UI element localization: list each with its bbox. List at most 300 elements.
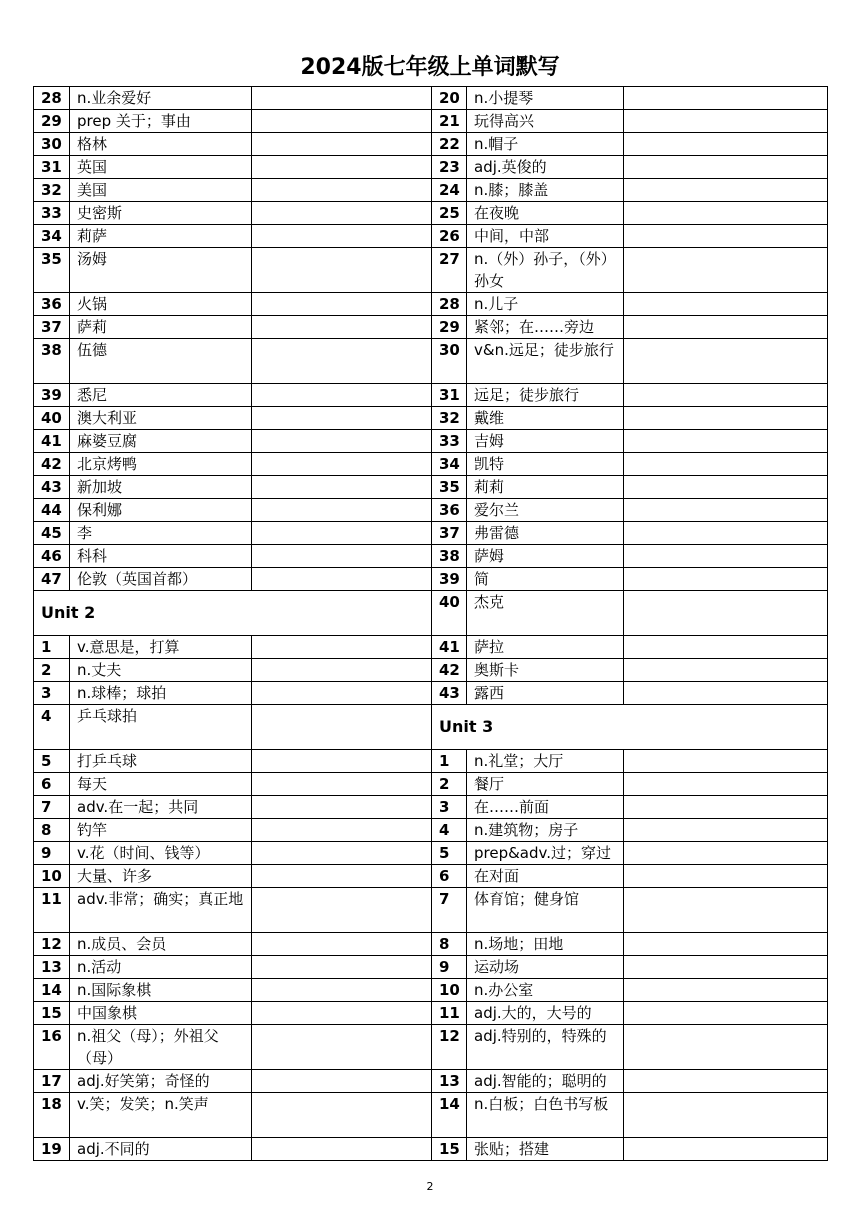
- item-meaning: n.小提琴: [467, 87, 624, 110]
- item-meaning: 简: [467, 568, 624, 591]
- table-row: [34, 407, 432, 430]
- item-meaning: prep&adv.过；穿过: [467, 842, 624, 865]
- answer-cell[interactable]: [624, 339, 828, 384]
- answer-cell[interactable]: [252, 865, 432, 888]
- table-row: [34, 1138, 432, 1161]
- item-meaning: 张贴；搭建: [467, 1138, 624, 1161]
- item-number: 15: [34, 1002, 70, 1025]
- table-row: [34, 110, 432, 133]
- table-row: [432, 156, 828, 179]
- item-number: 29: [34, 110, 70, 133]
- item-meaning: 萨姆: [467, 545, 624, 568]
- item-number: 17: [34, 1070, 70, 1093]
- item-meaning: n.祖父（母）；外祖父（母）: [70, 1025, 252, 1070]
- item-number: 21: [432, 110, 467, 133]
- table-row: [34, 888, 432, 933]
- answer-cell[interactable]: [252, 522, 432, 545]
- table-row: [34, 979, 432, 1002]
- answer-cell[interactable]: [624, 636, 828, 659]
- table-row: [432, 956, 828, 979]
- table-row: [34, 1093, 432, 1138]
- answer-cell[interactable]: [252, 1070, 432, 1093]
- answer-cell[interactable]: [252, 1025, 432, 1070]
- item-meaning: 伍德: [70, 339, 252, 384]
- item-meaning: adj.智能的；聪明的: [467, 1070, 624, 1093]
- answer-cell[interactable]: [624, 407, 828, 430]
- item-number: 11: [432, 1002, 467, 1025]
- unit-heading: Unit 3: [432, 705, 828, 750]
- item-meaning: 弗雷德: [467, 522, 624, 545]
- table-row: [432, 591, 828, 636]
- table-row: [432, 202, 828, 225]
- answer-cell[interactable]: [252, 202, 432, 225]
- table-row: [34, 522, 432, 545]
- answer-cell[interactable]: [624, 773, 828, 796]
- item-meaning: 新加坡: [70, 476, 252, 499]
- item-number: 5: [34, 750, 70, 773]
- item-meaning: adj.好笑第；奇怪的: [70, 1070, 252, 1093]
- item-number: 12: [34, 933, 70, 956]
- item-meaning: 悉尼: [70, 384, 252, 407]
- table-row: [432, 1138, 828, 1161]
- item-number: 38: [34, 339, 70, 384]
- item-number: 30: [432, 339, 467, 384]
- item-meaning: 英国: [70, 156, 252, 179]
- item-number: 2: [34, 659, 70, 682]
- answer-cell[interactable]: [252, 750, 432, 773]
- item-number: 35: [432, 476, 467, 499]
- answer-cell[interactable]: [252, 705, 432, 750]
- answer-cell[interactable]: [624, 979, 828, 1002]
- table-row: [432, 430, 828, 453]
- table-row: [432, 499, 828, 522]
- answer-cell[interactable]: [252, 1093, 432, 1138]
- answer-cell[interactable]: [624, 384, 828, 407]
- item-meaning: v.花（时间、钱等）: [70, 842, 252, 865]
- answer-cell[interactable]: [252, 545, 432, 568]
- item-meaning: 伦敦（英国首都）: [70, 568, 252, 591]
- answer-cell[interactable]: [624, 1025, 828, 1070]
- item-number: 14: [432, 1093, 467, 1138]
- item-number: 36: [432, 499, 467, 522]
- table-row: [34, 842, 432, 865]
- answer-cell[interactable]: [624, 293, 828, 316]
- answer-cell[interactable]: [252, 682, 432, 705]
- answer-cell[interactable]: [624, 682, 828, 705]
- item-meaning: 体育馆；健身馆: [467, 888, 624, 933]
- item-number: 1: [34, 636, 70, 659]
- table-row: [34, 156, 432, 179]
- answer-cell[interactable]: [252, 476, 432, 499]
- item-number: 9: [432, 956, 467, 979]
- item-meaning: 莉莉: [467, 476, 624, 499]
- item-number: 6: [432, 865, 467, 888]
- table-row: [432, 750, 828, 773]
- page-title: 2024版七年级上单词默写: [300, 55, 560, 80]
- answer-cell[interactable]: [624, 659, 828, 682]
- item-number: 8: [432, 933, 467, 956]
- table-row: [34, 1002, 432, 1025]
- item-number: 32: [432, 407, 467, 430]
- item-number: 41: [34, 430, 70, 453]
- item-meaning: 玩得高兴: [467, 110, 624, 133]
- item-number: 36: [34, 293, 70, 316]
- item-meaning: n.（外）孙子，（外）孙女: [467, 248, 624, 293]
- table-row: [34, 384, 432, 407]
- item-number: 27: [432, 248, 467, 293]
- item-number: 23: [432, 156, 467, 179]
- item-meaning: n.国际象棋: [70, 979, 252, 1002]
- item-number: 13: [34, 956, 70, 979]
- item-meaning: n.场地；田地: [467, 933, 624, 956]
- table-row: [34, 659, 432, 682]
- item-number: 34: [432, 453, 467, 476]
- answer-cell[interactable]: [252, 933, 432, 956]
- item-number: 4: [34, 705, 70, 750]
- item-number: 46: [34, 545, 70, 568]
- item-number: 6: [34, 773, 70, 796]
- item-meaning: n.礼堂；大厅: [467, 750, 624, 773]
- item-number: 15: [432, 1138, 467, 1161]
- item-meaning: 汤姆: [70, 248, 252, 293]
- answer-cell[interactable]: [252, 773, 432, 796]
- answer-cell[interactable]: [624, 591, 828, 636]
- item-meaning: 吉姆: [467, 430, 624, 453]
- answer-cell[interactable]: [624, 202, 828, 225]
- table-row: [34, 933, 432, 956]
- table-row: [432, 339, 828, 384]
- table-row: [432, 316, 828, 339]
- item-number: 28: [432, 293, 467, 316]
- answer-cell[interactable]: [624, 499, 828, 522]
- unit-heading-row: [432, 705, 828, 750]
- answer-cell[interactable]: [252, 87, 432, 110]
- item-number: 39: [34, 384, 70, 407]
- table-row: [432, 1070, 828, 1093]
- answer-cell[interactable]: [624, 1002, 828, 1025]
- item-meaning: n.办公室: [467, 979, 624, 1002]
- item-number: 3: [432, 796, 467, 819]
- answer-cell[interactable]: [252, 430, 432, 453]
- item-number: 12: [432, 1025, 467, 1070]
- answer-cell[interactable]: [624, 842, 828, 865]
- answer-cell[interactable]: [252, 156, 432, 179]
- item-number: 32: [34, 179, 70, 202]
- item-number: 18: [34, 1093, 70, 1138]
- answer-cell[interactable]: [252, 316, 432, 339]
- table-row: [34, 1025, 432, 1070]
- table-row: [432, 407, 828, 430]
- answer-cell[interactable]: [624, 316, 828, 339]
- unit-heading: Unit 2: [34, 591, 432, 636]
- item-meaning: n.膝；膝盖: [467, 179, 624, 202]
- item-meaning: 火锅: [70, 293, 252, 316]
- answer-cell[interactable]: [252, 659, 432, 682]
- answer-cell[interactable]: [252, 339, 432, 384]
- table-row: [432, 865, 828, 888]
- table-row: [432, 568, 828, 591]
- item-meaning: 科科: [70, 545, 252, 568]
- item-number: 10: [432, 979, 467, 1002]
- answer-cell[interactable]: [252, 956, 432, 979]
- table-row: [432, 979, 828, 1002]
- table-row: [432, 842, 828, 865]
- table-row: [34, 773, 432, 796]
- answer-cell[interactable]: [624, 156, 828, 179]
- item-meaning: 格林: [70, 133, 252, 156]
- answer-cell[interactable]: [624, 1093, 828, 1138]
- answer-cell[interactable]: [252, 568, 432, 591]
- table-row: [432, 659, 828, 682]
- answer-cell[interactable]: [624, 545, 828, 568]
- item-number: 42: [432, 659, 467, 682]
- answer-cell[interactable]: [252, 796, 432, 819]
- table-row: [34, 453, 432, 476]
- answer-cell[interactable]: [624, 933, 828, 956]
- item-meaning: 爱尔兰: [467, 499, 624, 522]
- table-row: [34, 796, 432, 819]
- table-row: [34, 545, 432, 568]
- table-row: [432, 87, 828, 110]
- item-meaning: adj.特别的，特殊的: [467, 1025, 624, 1070]
- answer-cell[interactable]: [252, 636, 432, 659]
- item-number: 42: [34, 453, 70, 476]
- item-meaning: adj.大的，大号的: [467, 1002, 624, 1025]
- table-row: [432, 476, 828, 499]
- answer-cell[interactable]: [624, 179, 828, 202]
- table-row: [432, 453, 828, 476]
- item-number: 5: [432, 842, 467, 865]
- table-row: [432, 636, 828, 659]
- table-row: [34, 750, 432, 773]
- item-number: 30: [34, 133, 70, 156]
- table-row: [34, 339, 432, 384]
- item-number: 33: [432, 430, 467, 453]
- item-meaning: 麻婆豆腐: [70, 430, 252, 453]
- item-number: 3: [34, 682, 70, 705]
- answer-cell[interactable]: [624, 1138, 828, 1161]
- item-meaning: 钓竿: [70, 819, 252, 842]
- item-number: 7: [432, 888, 467, 933]
- item-number: 13: [432, 1070, 467, 1093]
- item-number: 26: [432, 225, 467, 248]
- item-number: 19: [34, 1138, 70, 1161]
- item-meaning: 运动场: [467, 956, 624, 979]
- answer-cell[interactable]: [252, 407, 432, 430]
- item-number: 28: [34, 87, 70, 110]
- item-number: 22: [432, 133, 467, 156]
- answer-cell[interactable]: [252, 1002, 432, 1025]
- table-row: [34, 499, 432, 522]
- item-meaning: v&n.远足；徒步旅行: [467, 339, 624, 384]
- item-number: 35: [34, 248, 70, 293]
- item-meaning: 奥斯卡: [467, 659, 624, 682]
- item-number: 14: [34, 979, 70, 1002]
- answer-cell[interactable]: [252, 979, 432, 1002]
- answer-cell[interactable]: [624, 568, 828, 591]
- table-row: [34, 705, 432, 750]
- answer-cell[interactable]: [252, 384, 432, 407]
- item-meaning: n.白板；白色书写板: [467, 1093, 624, 1138]
- table-row: [432, 384, 828, 407]
- table-row: [34, 865, 432, 888]
- item-number: 20: [432, 87, 467, 110]
- answer-cell[interactable]: [624, 522, 828, 545]
- item-meaning: 萨莉: [70, 316, 252, 339]
- table-row: [432, 796, 828, 819]
- item-number: 31: [34, 156, 70, 179]
- table-row: [34, 682, 432, 705]
- answer-cell[interactable]: [624, 956, 828, 979]
- table-row: [432, 545, 828, 568]
- item-meaning: 每天: [70, 773, 252, 796]
- answer-cell[interactable]: [252, 225, 432, 248]
- item-number: 43: [34, 476, 70, 499]
- item-number: 40: [432, 591, 467, 636]
- table-row: [34, 636, 432, 659]
- item-meaning: v.笑；发笑；n.笑声: [70, 1093, 252, 1138]
- table-row: [432, 225, 828, 248]
- item-number: 10: [34, 865, 70, 888]
- item-meaning: 澳大利亚: [70, 407, 252, 430]
- table-row: [432, 1002, 828, 1025]
- item-meaning: n.成员、会员: [70, 933, 252, 956]
- item-number: 16: [34, 1025, 70, 1070]
- answer-cell[interactable]: [252, 819, 432, 842]
- page-number: 2: [426, 1180, 434, 1193]
- item-meaning: adv.非常；确实；真正地: [70, 888, 252, 933]
- answer-cell[interactable]: [252, 888, 432, 933]
- item-meaning: 中国象棋: [70, 1002, 252, 1025]
- item-meaning: 在……前面: [467, 796, 624, 819]
- item-meaning: 杰克: [467, 591, 624, 636]
- item-meaning: 美国: [70, 179, 252, 202]
- vocab-table-left: [33, 86, 432, 1161]
- item-meaning: 萨拉: [467, 636, 624, 659]
- item-meaning: n.丈夫: [70, 659, 252, 682]
- item-meaning: prep 关于；事由: [70, 110, 252, 133]
- answer-cell[interactable]: [624, 133, 828, 156]
- item-number: 37: [432, 522, 467, 545]
- answer-cell[interactable]: [624, 248, 828, 293]
- item-meaning: n.建筑物；房子: [467, 819, 624, 842]
- answer-cell[interactable]: [624, 1070, 828, 1093]
- item-meaning: 紧邻；在……旁边: [467, 316, 624, 339]
- item-meaning: 莉萨: [70, 225, 252, 248]
- unit-heading-row: [34, 591, 432, 636]
- table-row: [34, 316, 432, 339]
- item-meaning: 保利娜: [70, 499, 252, 522]
- answer-cell[interactable]: [624, 865, 828, 888]
- answer-cell[interactable]: [624, 476, 828, 499]
- table-row: [34, 568, 432, 591]
- item-meaning: adj.不同的: [70, 1138, 252, 1161]
- item-meaning: 在夜晚: [467, 202, 624, 225]
- answer-cell[interactable]: [252, 179, 432, 202]
- item-number: 1: [432, 750, 467, 773]
- item-number: 24: [432, 179, 467, 202]
- item-meaning: 远足；徒步旅行: [467, 384, 624, 407]
- item-number: 44: [34, 499, 70, 522]
- answer-cell[interactable]: [252, 110, 432, 133]
- table-row: [432, 248, 828, 293]
- item-meaning: v.意思是，打算: [70, 636, 252, 659]
- item-number: 29: [432, 316, 467, 339]
- item-number: 38: [432, 545, 467, 568]
- table-row: [34, 248, 432, 293]
- item-meaning: adv.在一起；共同: [70, 796, 252, 819]
- item-number: 25: [432, 202, 467, 225]
- table-row: [432, 1093, 828, 1138]
- table-row: [34, 956, 432, 979]
- table-row: [432, 933, 828, 956]
- table-row: [34, 225, 432, 248]
- table-row: [432, 133, 828, 156]
- item-number: 39: [432, 568, 467, 591]
- item-meaning: 餐厅: [467, 773, 624, 796]
- item-meaning: n.业余爱好: [70, 87, 252, 110]
- table-row: [432, 179, 828, 202]
- answer-cell[interactable]: [252, 453, 432, 476]
- table-row: [34, 87, 432, 110]
- item-meaning: adj.英俊的: [467, 156, 624, 179]
- item-meaning: 乒乓球拍: [70, 705, 252, 750]
- item-number: 2: [432, 773, 467, 796]
- answer-cell[interactable]: [624, 430, 828, 453]
- answer-cell[interactable]: [252, 248, 432, 293]
- table-row: [34, 819, 432, 842]
- table-row: [432, 522, 828, 545]
- answer-cell[interactable]: [624, 796, 828, 819]
- answer-cell[interactable]: [252, 133, 432, 156]
- item-meaning: n.帽子: [467, 133, 624, 156]
- table-row: [432, 1025, 828, 1070]
- item-number: 11: [34, 888, 70, 933]
- answer-cell[interactable]: [252, 842, 432, 865]
- item-meaning: n.球棒；球拍: [70, 682, 252, 705]
- table-row: [34, 430, 432, 453]
- item-number: 41: [432, 636, 467, 659]
- table-row: [432, 819, 828, 842]
- table-row: [432, 888, 828, 933]
- answer-cell[interactable]: [624, 888, 828, 933]
- answer-cell[interactable]: [624, 110, 828, 133]
- answer-cell[interactable]: [624, 453, 828, 476]
- item-number: 31: [432, 384, 467, 407]
- item-number: 7: [34, 796, 70, 819]
- item-meaning: 李: [70, 522, 252, 545]
- answer-cell[interactable]: [252, 499, 432, 522]
- item-number: 34: [34, 225, 70, 248]
- answer-cell[interactable]: [252, 293, 432, 316]
- table-row: [432, 773, 828, 796]
- item-meaning: 在对面: [467, 865, 624, 888]
- answer-cell[interactable]: [624, 750, 828, 773]
- item-number: 4: [432, 819, 467, 842]
- vocab-table-right: [431, 86, 828, 1161]
- item-meaning: 大量、许多: [70, 865, 252, 888]
- answer-cell[interactable]: [624, 225, 828, 248]
- answer-cell[interactable]: [624, 87, 828, 110]
- item-number: 33: [34, 202, 70, 225]
- item-meaning: 打乒乓球: [70, 750, 252, 773]
- table-row: [34, 1070, 432, 1093]
- table-row: [34, 202, 432, 225]
- item-meaning: 史密斯: [70, 202, 252, 225]
- answer-cell[interactable]: [624, 819, 828, 842]
- item-meaning: 北京烤鸭: [70, 453, 252, 476]
- answer-cell[interactable]: [252, 1138, 432, 1161]
